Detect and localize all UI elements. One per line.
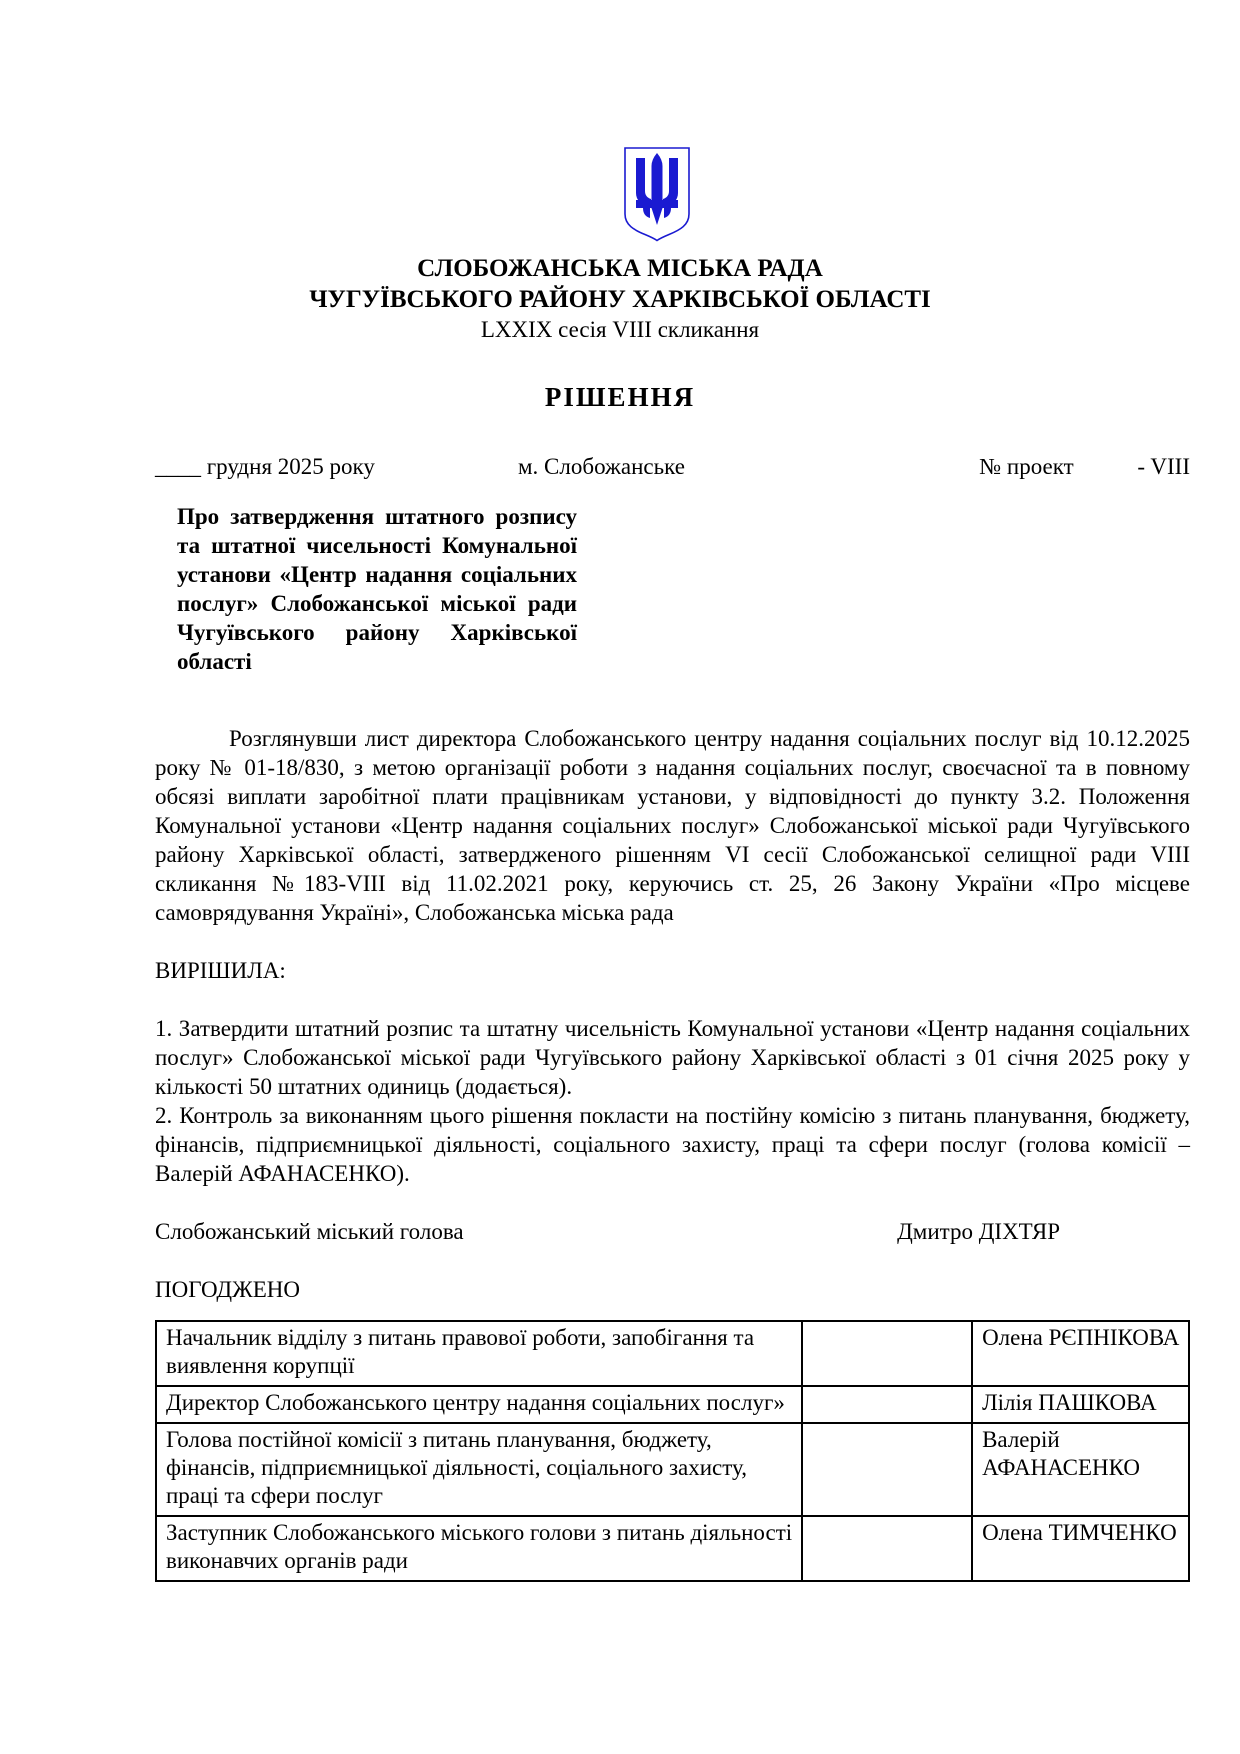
signature-row	[155, 1217, 1190, 1246]
signature-space	[802, 1423, 972, 1516]
approver-name: Валерій АФАНАСЕНКО	[972, 1423, 1189, 1516]
approver-position: Заступник Слобожанського міського голови з питань діяльності виконавчих органів ради	[156, 1516, 802, 1581]
signature-space	[802, 1386, 972, 1423]
document-number	[979, 452, 1190, 481]
approver-position: Директор Слобожанського центру надання соціальних послуг»	[156, 1386, 802, 1423]
document-body	[155, 452, 1190, 1582]
signature-space	[802, 1516, 972, 1581]
approver-name: Олена РЄПНІКОВА	[972, 1321, 1189, 1386]
org-name-line2: ЧУГУЇВСЬКОГО РАЙОНУ ХАРКІВСЬКОЇ ОБЛАСТІ	[309, 286, 931, 313]
emblem-container	[0, 0, 1240, 248]
approval-table-row	[156, 1321, 1189, 1386]
approver-name: Лілія ПАШКОВА	[972, 1386, 1189, 1423]
preamble-paragraph: Розглянувши лист директора Слобожанського центру надання соціальних послуг від 10.12.2025 року № 01-18/830, з метою організації роботи з надання соціальних послуг, своєчасної та в повному обсязі виплати заробітної плати працівникам установи, у відповідності до пункту 3.2. Положення Комунальної установи «Центр надання соціальних послуг» Слобожанської міської ради Чугуївського району Харківської області, затвердженого рішенням VI сесії Слобожанської селищної ради VIII скликання №183-VIII від 11.02.2021 року, керуючись ст. 25, 26 Закону України «Про місцеве самоврядування Україні», Слобожанська міська рада	[155, 726, 1190, 925]
session-line: LXXIX сесія VIII скликання	[480, 317, 760, 342]
resolution-items	[155, 1014, 1190, 1188]
date-blank-field: ____ грудня 2025 року	[155, 454, 375, 479]
subject-block: Про затвердження штатного розпису та штатної чисельності Комунальної установи «Центр надання соціальних послуг» Слобожанської міської ради Чугуївського району Харківської області	[177, 504, 577, 674]
agreed-label: ПОГОДЖЕНО	[155, 1277, 300, 1302]
document-number-suffix: - VIII	[1137, 454, 1190, 479]
dateline	[155, 452, 1190, 481]
approval-table-row	[156, 1423, 1189, 1516]
approval-table	[155, 1320, 1190, 1582]
approver-name: Олена ТИМЧЕНКО	[972, 1516, 1189, 1581]
approval-table-row	[156, 1386, 1189, 1423]
approver-position: Начальник відділу з питань правової роботи, запобігання та виявлення корупції	[156, 1321, 802, 1386]
document-number-label: № проект	[979, 454, 1074, 479]
org-name-line1: СЛОБОЖАНСЬКА МІСЬКА РАДА	[417, 255, 823, 282]
approval-table-row	[156, 1516, 1189, 1581]
document-title: РІШЕННЯ	[544, 382, 696, 412]
resolution-item-2: 2. Контроль за виконанням цього рішення покласти на постійну комісію з питань планування, бюджету, фінансів, підприємницької діяльності, соціального захисту, праці та сфери послуг (голова комісії – Валерій АФАНАСЕНКО).	[155, 1103, 1190, 1186]
signatory-name: Дмитро ДІХТЯР	[897, 1219, 1060, 1244]
signatory-position: Слобожанський міський голова	[155, 1219, 464, 1244]
place-label: м. Слобожанське	[518, 454, 685, 479]
resolution-item-1: 1. Затвердити штатний розпис та штатну чисельність Комунальної установи «Центр надання соціальних послуг» Слобожанської міської ради Чугуївського району Харківської області з 01 січня 2025 року у кількості 50 штатних одиниць (додається).	[155, 1016, 1190, 1099]
resolved-label: ВИРІШИЛА:	[155, 958, 286, 983]
ukraine-trident-emblem-icon	[623, 146, 691, 242]
approver-position: Голова постійної комісії з питань планування, бюджету, фінансів, підприємницької діяльності, соціального захисту, праці та сфери послуг	[156, 1423, 802, 1516]
signature-space	[802, 1321, 972, 1386]
